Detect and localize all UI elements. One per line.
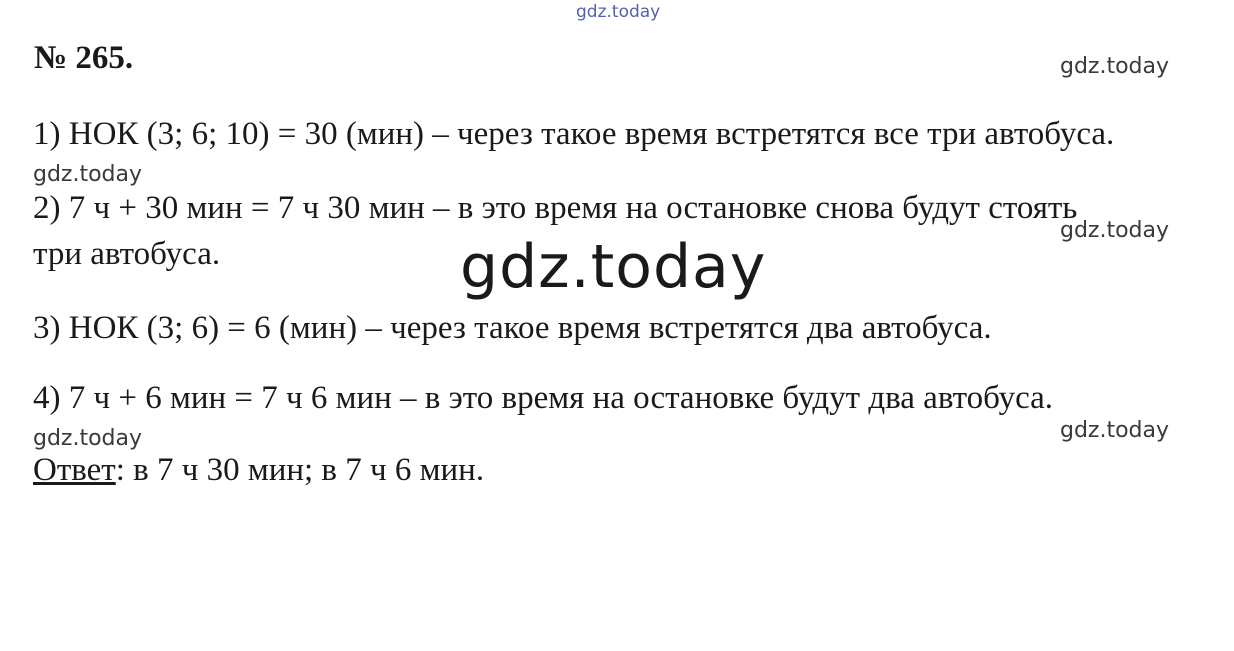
solution-step-2-line-2: три автобуса. <box>33 236 221 272</box>
problem-title: № 265. <box>34 40 134 76</box>
watermark-left-2: gdz.today <box>33 426 143 451</box>
solution-step-4: 4) 7 ч + 6 мин = 7 ч 6 мин – в это время на остановке будут два автобуса. <box>33 380 1054 416</box>
watermark-right-1: gdz.today <box>1060 54 1170 79</box>
watermark-right-2: gdz.today <box>1060 218 1170 243</box>
watermark-right-3: gdz.today <box>1060 418 1170 443</box>
answer-label: Ответ <box>33 452 116 488</box>
watermark-left-1: gdz.today <box>33 162 143 187</box>
watermark-top: gdz.today <box>576 2 661 22</box>
solution-step-2-line-1: 2) 7 ч + 30 мин = 7 ч 30 мин – в это время на остановке снова будут стоять <box>33 190 1078 226</box>
solution-step-3: 3) НОК (3; 6) = 6 (мин) – через такое время встретятся два автобуса. <box>33 310 992 346</box>
answer-line <box>33 454 484 487</box>
watermark-center: gdz.today <box>460 232 767 302</box>
answer-text: : в 7 ч 30 мин; в 7 ч 6 мин. <box>115 452 485 488</box>
solution-step-1: 1) НОК (3; 6; 10) = 30 (мин) – через такое время встретятся все три автобуса. <box>33 116 1115 152</box>
